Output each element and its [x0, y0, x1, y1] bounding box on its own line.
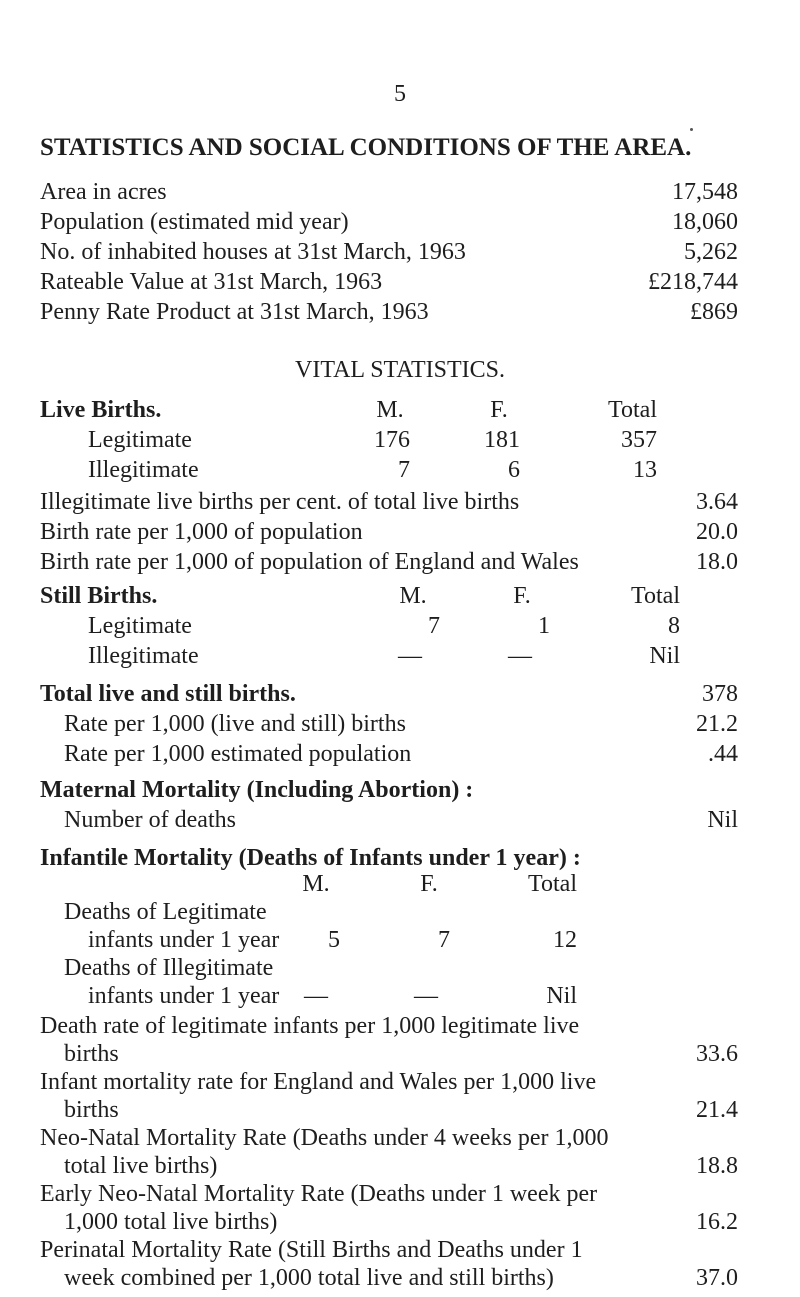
penny-rate-label: Penny Rate Product at 31st March, 1963	[40, 299, 429, 325]
rate-label-line2: 1,000 total live births)	[64, 1209, 278, 1235]
penny-rate-value: £869	[690, 299, 738, 325]
page-title: STATISTICS AND SOCIAL CONDITIONS OF THE AREA.	[40, 134, 692, 161]
rate-label-line2: total live births)	[64, 1153, 218, 1179]
rate-value: 20.0	[696, 519, 738, 545]
col-header-f: F.	[420, 871, 438, 897]
rate-label-line1: Infant mortality rate for England and Wales per 1,000 live	[40, 1069, 597, 1095]
total-births-title: Total live and still births.	[40, 681, 296, 707]
col-header-m: M.	[302, 871, 330, 897]
rate-value: 16.2	[696, 1209, 738, 1235]
cell-f: —	[508, 643, 532, 669]
rate-label-line1: Early Neo-Natal Mortality Rate (Deaths under 1 week per	[40, 1181, 598, 1207]
col-header-total: Total	[631, 583, 680, 609]
cell-total: 8	[668, 613, 680, 639]
row-label-line2: infants under 1 year	[88, 983, 280, 1009]
live-births-title: Live Births.	[40, 397, 162, 423]
col-header-f: F.	[490, 397, 508, 423]
maternal-mortality-title: Maternal Mortality (Including Abortion) :	[40, 777, 474, 803]
total-births-value: 378	[702, 681, 738, 707]
page-number: 5	[394, 81, 406, 107]
row-label-line1: Deaths of Legitimate	[64, 899, 267, 925]
ink-dot	[690, 128, 693, 131]
rate-value: 21.4	[696, 1097, 738, 1123]
col-header-f: F.	[513, 583, 531, 609]
cell-m: 7	[398, 457, 410, 483]
cell-f: 6	[508, 457, 520, 483]
cell-m: —	[398, 643, 422, 669]
infantile-mortality-title: Infantile Mortality (Deaths of Infants under 1 year) :	[40, 845, 581, 871]
col-header-m: M.	[399, 583, 427, 609]
cell-m: —	[304, 983, 328, 1009]
cell-total: 13	[633, 457, 657, 483]
rate-label-line2: week combined per 1,000 total live and still births)	[64, 1265, 554, 1291]
col-header-total: Total	[608, 397, 657, 423]
cell-total: 357	[621, 427, 657, 453]
still-births-title: Still Births.	[40, 583, 158, 609]
rate-label-line2: births	[64, 1097, 119, 1123]
rateable-value-label: Rateable Value at 31st March, 1963	[40, 269, 383, 295]
rate-label-line1: Perinatal Mortality Rate (Still Births and Deaths under 1	[40, 1237, 583, 1263]
rate-label: Birth rate per 1,000 of population	[40, 519, 363, 545]
rate-value: .44	[708, 741, 738, 767]
row-label: Legitimate	[88, 613, 192, 639]
rate-label-line2: births	[64, 1041, 119, 1067]
col-header-total: Total	[528, 871, 577, 897]
col-header-m: M.	[376, 397, 404, 423]
houses-label: No. of inhabited houses at 31st March, 1963	[40, 239, 466, 265]
row-label: Illegitimate	[88, 457, 199, 483]
row-label: Illegitimate	[88, 643, 199, 669]
row-label-line2: infants under 1 year	[88, 927, 280, 953]
row-label-line1: Deaths of Illegitimate	[64, 955, 274, 981]
cell-m: 176	[374, 427, 410, 453]
rate-value: 3.64	[696, 489, 738, 515]
rateable-value: £218,744	[648, 269, 738, 295]
maternal-deaths-value: Nil	[707, 807, 738, 833]
rate-label: Illegitimate live births per cent. of total live births	[40, 489, 520, 515]
cell-f: —	[414, 983, 438, 1009]
rate-label: Birth rate per 1,000 of population of England and Wales	[40, 549, 579, 575]
rate-label: Rate per 1,000 estimated population	[64, 741, 412, 767]
cell-m: 5	[328, 927, 340, 953]
cell-total: Nil	[546, 983, 577, 1009]
cell-m: 7	[428, 613, 440, 639]
area-value: 17,548	[672, 179, 738, 205]
houses-value: 5,262	[684, 239, 738, 265]
rate-value: 37.0	[696, 1265, 738, 1291]
population-label: Population (estimated mid year)	[40, 209, 349, 235]
rate-label-line1: Death rate of legitimate infants per 1,000 legitimate live	[40, 1013, 580, 1039]
cell-total: 12	[553, 927, 577, 953]
rate-value: 33.6	[696, 1041, 738, 1067]
rate-label: Rate per 1,000 (live and still) births	[64, 711, 406, 737]
cell-f: 1	[538, 613, 550, 639]
cell-f: 7	[438, 927, 450, 953]
maternal-deaths-label: Number of deaths	[64, 807, 236, 833]
rate-label-line1: Neo-Natal Mortality Rate (Deaths under 4 weeks per 1,000	[40, 1125, 609, 1151]
rate-value: 18.0	[696, 549, 738, 575]
cell-f: 181	[484, 427, 520, 453]
population-value: 18,060	[672, 209, 738, 235]
rate-value: 21.2	[696, 711, 738, 737]
rate-value: 18.8	[696, 1153, 738, 1179]
row-label: Legitimate	[88, 427, 192, 453]
area-label: Area in acres	[40, 179, 167, 205]
vital-statistics-heading: VITAL STATISTICS.	[295, 357, 505, 383]
cell-total: Nil	[649, 643, 680, 669]
